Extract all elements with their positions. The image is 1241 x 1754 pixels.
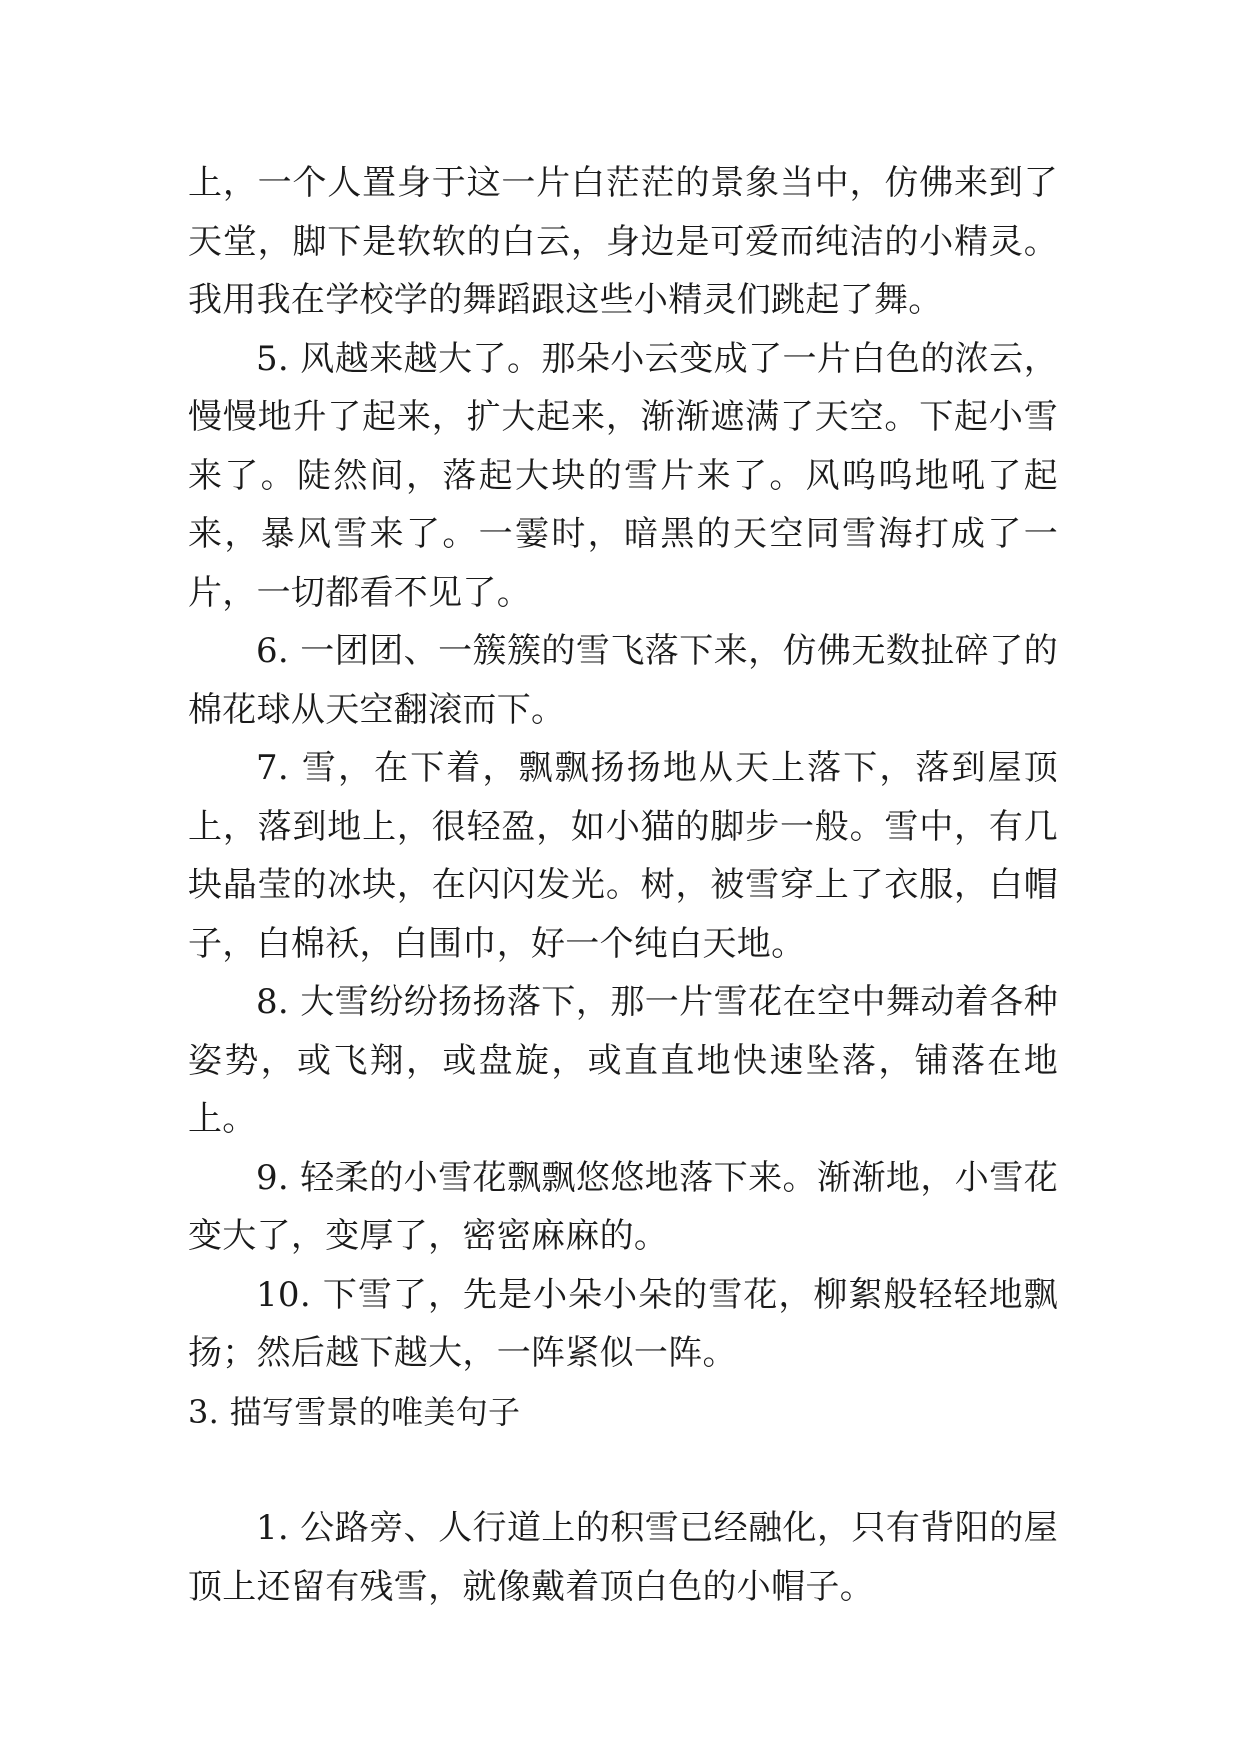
sentence-item-9: 9. 轻柔的小雪花飘飘悠悠地落下来。渐渐地，小雪花变大了，变厚了，密密麻麻的。 bbox=[188, 1157, 1058, 1256]
sentence-item-5: 5. 风越来越大了。那朵小云变成了一片白色的浓云，慢慢地升了起来，扩大起来，渐渐遮满了天空。下起小雪来了。陡然间，落起大块的雪片来了。风呜呜地吼了起来，暴风雪来了。一霎时，暗黑的天空同雪海打成了一片，一切都看不见了。 bbox=[188, 338, 1058, 613]
sentence-item-7: 7. 雪，在下着，飘飘扬扬地从天上落下，落到屋顶上，落到地上，很轻盈，如小猫的脚步一般。雪中，有几块晶莹的冰块，在闪闪发光。树，被雪穿上了衣服，白帽子，白棉袄，白围巾，好一个纯白天地。 bbox=[188, 748, 1058, 964]
sentence-item-10: 10. 下雪了，先是小朵小朵的雪花，柳絮般轻轻地飘扬；然后越下越大，一阵紧似一阵。 bbox=[188, 1274, 1058, 1373]
continuation-paragraph: 上，一个人置身于这一片白茫茫的景象当中，仿佛来到了天堂，脚下是软软的白云，身边是可爱而纯洁的小精灵。我用我在学校学的舞蹈跟这些小精灵们跳起了舞。 bbox=[188, 163, 1058, 320]
section-spacer bbox=[188, 1441, 1058, 1499]
section-sentence-item-1: 1. 公路旁、人行道上的积雪已经融化，只有背阳的屋顶上还留有残雪，就像戴着顶白色的小帽子。 bbox=[188, 1508, 1058, 1607]
section-heading: 3. 描写雪景的唯美句子 bbox=[188, 1392, 521, 1431]
document-body bbox=[188, 154, 1058, 1616]
sentence-item-6: 6. 一团团、一簇簇的雪飞落下来，仿佛无数扯碎了的棉花球从天空翻滚而下。 bbox=[188, 631, 1058, 730]
sentence-item-8: 8. 大雪纷纷扬扬落下，那一片雪花在空中舞动着各种姿势，或飞翔，或盘旋，或直直地快速坠落，铺落在地上。 bbox=[188, 982, 1058, 1139]
